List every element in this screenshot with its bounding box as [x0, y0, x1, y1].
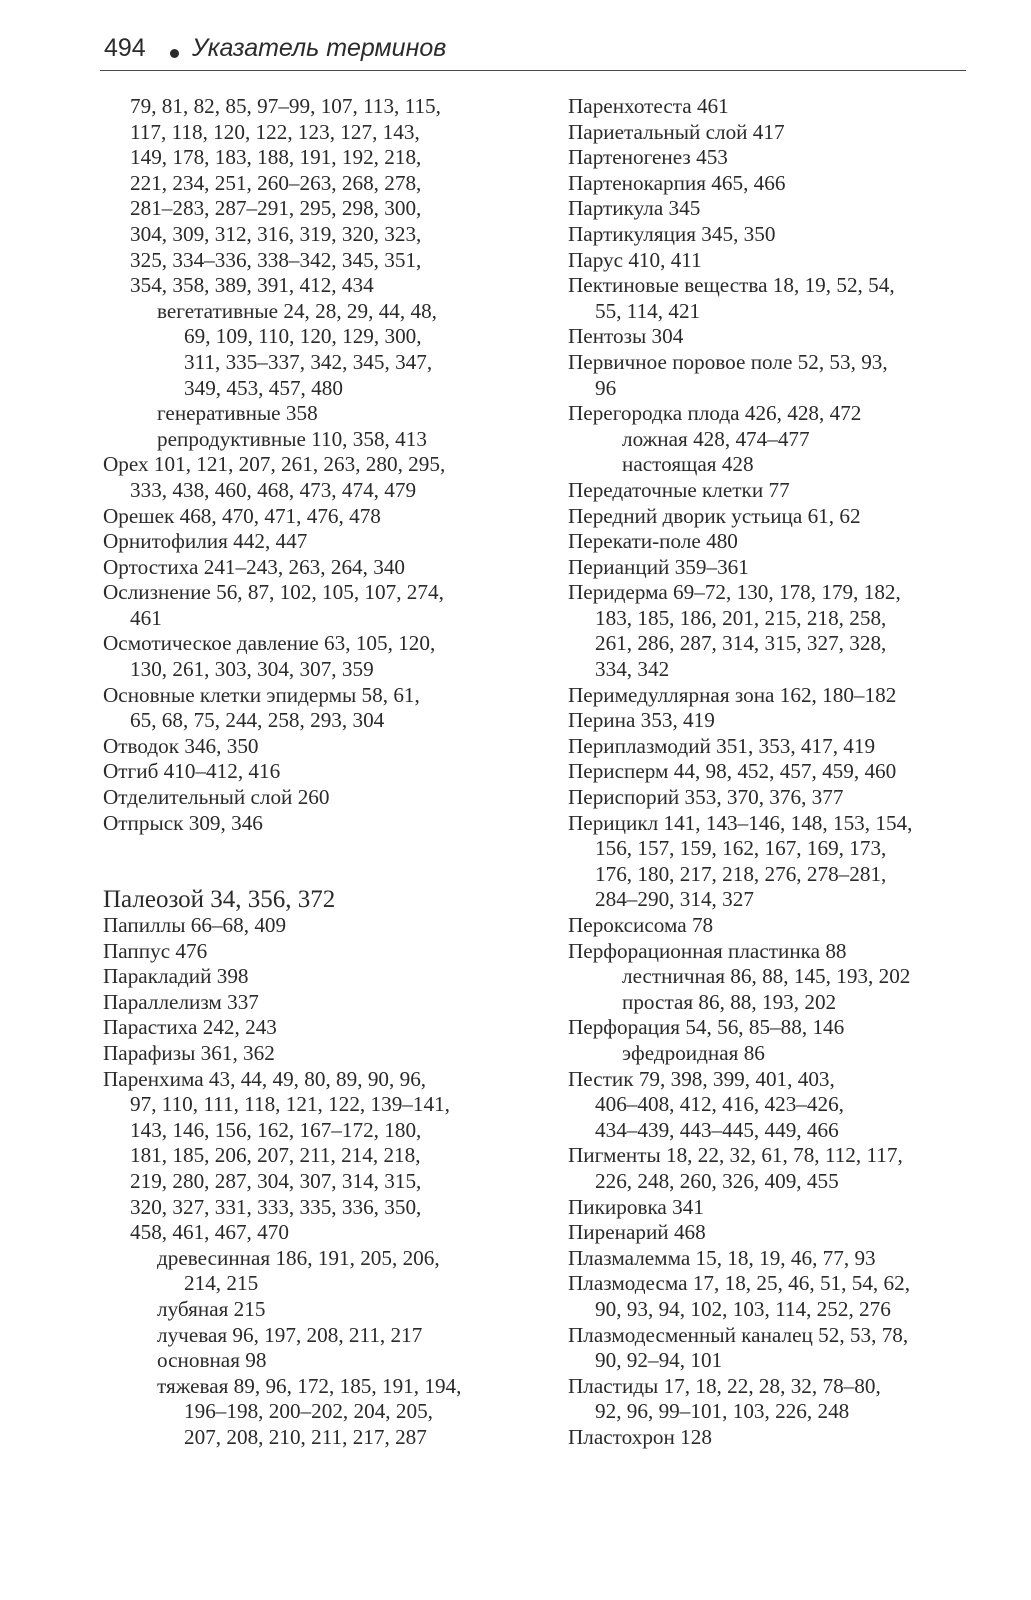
index-continuation: 149, 178, 183, 188, 191, 192, 218,: [130, 145, 422, 170]
index-entry: Перина 353, 419: [568, 708, 715, 733]
index-entry: Орешек 468, 470, 471, 476, 478: [103, 503, 381, 528]
index-entry: Пикировка 341: [568, 1194, 704, 1219]
index-entry: Перианций 359–361: [568, 554, 749, 579]
index-entry: Перекати-поле 480: [568, 529, 738, 554]
index-entry: Периспорий 353, 370, 376, 377: [568, 785, 844, 810]
index-continuation: 55, 114, 421: [595, 298, 701, 323]
index-continuation: 261, 286, 287, 314, 315, 327, 328,: [595, 631, 887, 656]
index-entry: Папиллы 66–68, 409: [103, 913, 287, 937]
index-subentry: лубяная 215: [157, 1296, 266, 1321]
index-entry: Паренхотеста 461: [568, 94, 729, 118]
index-subentry: 196–198, 200–202, 204, 205,: [184, 1399, 433, 1424]
section-gap: [103, 862, 523, 888]
index-entry: Передаточные клетки 77: [568, 477, 790, 502]
index-entry: Перфорационная пластинка 88: [568, 938, 847, 963]
index-continuation: 96: [595, 375, 617, 400]
index-entry: Орнитофилия 442, 447: [103, 529, 308, 554]
index-entry: Парус 410, 411: [568, 247, 702, 272]
index-continuation: 183, 185, 186, 201, 215, 218, 258,: [595, 605, 887, 630]
index-continuation: 117, 118, 120, 122, 123, 127, 143,: [130, 119, 420, 144]
index-entry: Перегородка плода 426, 428, 472: [568, 401, 862, 426]
index-entry: Передний дворик устьица 61, 62: [568, 503, 861, 528]
running-title: Указатель терминов: [192, 34, 447, 62]
index-continuation: 226, 248, 260, 326, 409, 455: [595, 1168, 839, 1193]
index-subentry: простая 86, 88, 193, 202: [622, 989, 837, 1014]
index-entry: Пигменты 18, 22, 32, 61, 78, 112, 117,: [568, 1143, 903, 1168]
index-entry: Пестик 79, 398, 399, 401, 403,: [568, 1066, 835, 1091]
index-entry: Периплазмодий 351, 353, 417, 419: [568, 733, 876, 758]
index-entry: Пиренарий 468: [568, 1220, 706, 1245]
index-continuation: 320, 327, 331, 333, 335, 336, 350,: [130, 1194, 422, 1219]
index-continuation: 458, 461, 467, 470: [130, 1220, 289, 1245]
index-continuation: 304, 309, 312, 316, 319, 320, 323,: [130, 221, 422, 246]
index-continuation: 333, 438, 460, 468, 473, 474, 479: [130, 477, 417, 502]
index-subentry: лучевая 96, 197, 208, 211, 217: [157, 1322, 423, 1347]
index-entry: Перидерма 69–72, 130, 178, 179, 182,: [568, 580, 901, 605]
index-entry: Отделительный слой 260: [103, 785, 330, 810]
index-continuation: 406–408, 412, 416, 423–426,: [595, 1092, 844, 1117]
index-entry: Паренхима 43, 44, 49, 80, 89, 90, 96,: [103, 1066, 427, 1091]
index-subentry: вегетативные 24, 28, 29, 44, 48,: [157, 298, 437, 323]
index-entry: Партикула 345: [568, 196, 701, 221]
index-entry: Плазмалемма 15, 18, 19, 46, 77, 93: [568, 1245, 876, 1270]
index-entry: Перисперм 44, 98, 452, 457, 459, 460: [568, 759, 897, 784]
index-continuation: 284–290, 314, 327: [595, 887, 754, 912]
index-continuation: 90, 92–94, 101: [595, 1348, 723, 1373]
index-entry: Париетальный слой 417: [568, 119, 785, 144]
index-entry: Партикуляция 345, 350: [568, 221, 776, 246]
index-subentry: эфедроидная 86: [622, 1040, 765, 1065]
index-subentry: генеративные 358: [157, 401, 318, 426]
index-subentry: репродуктивные 110, 358, 413: [157, 426, 427, 451]
index-continuation: 354, 358, 389, 391, 412, 434: [130, 273, 374, 298]
index-entry: Парафизы 361, 362: [103, 1040, 275, 1065]
index-entry: Отгиб 410–412, 416: [103, 759, 281, 784]
index-entry: Пероксисома 78: [568, 913, 714, 937]
section-gap: [103, 836, 523, 862]
index-entry: Парастиха 242, 243: [103, 1015, 277, 1040]
index-continuation: 143, 146, 156, 162, 167–172, 180,: [130, 1117, 422, 1142]
index-subentry: ложная 428, 474–477: [622, 426, 810, 451]
index-continuation: 434–439, 443–445, 449, 466: [595, 1117, 839, 1142]
index-entry: Орех 101, 121, 207, 261, 263, 280, 295,: [103, 452, 446, 477]
index-entry: Палеозой 34, 356, 372: [103, 886, 336, 914]
index-continuation: 325, 334–336, 338–342, 345, 351,: [130, 247, 422, 272]
index-entry: Пектиновые вещества 18, 19, 52, 54,: [568, 273, 895, 298]
index-subentry: древесинная 186, 191, 205, 206,: [157, 1245, 440, 1270]
index-continuation: 176, 180, 217, 218, 276, 278–281,: [595, 861, 887, 886]
index-entry: Партенокарпия 465, 466: [568, 170, 786, 195]
index-entry: Перицикл 141, 143–146, 148, 153, 154,: [568, 810, 913, 835]
index-continuation: 281–283, 287–291, 295, 298, 300,: [130, 196, 422, 221]
index-entry: Основные клетки эпидермы 58, 61,: [103, 682, 420, 707]
index-subentry: тяжевая 89, 96, 172, 185, 191, 194,: [157, 1373, 462, 1398]
index-continuation: 79, 81, 82, 85, 97–99, 107, 113, 115,: [130, 94, 441, 118]
index-continuation: 219, 280, 287, 304, 307, 314, 315,: [130, 1168, 422, 1193]
index-column-left: [103, 94, 523, 1450]
running-header: [104, 30, 966, 70]
index-entry: Паракладий 398: [103, 964, 249, 989]
index-subentry: 349, 453, 457, 480: [184, 375, 343, 400]
index-entry: Ортостиха 241–243, 263, 264, 340: [103, 554, 406, 579]
index-entry: Плазмодесма 17, 18, 25, 46, 51, 54, 62,: [568, 1271, 910, 1296]
index-entry: Партеногенез 453: [568, 145, 728, 170]
index-entry: Пластиды 17, 18, 22, 28, 32, 78–80,: [568, 1373, 881, 1398]
index-entry: Пластохрон 128: [568, 1424, 712, 1449]
index-subentry: 69, 109, 110, 120, 129, 300,: [184, 324, 422, 349]
index-subentry: 214, 215: [184, 1271, 259, 1296]
index-continuation: 97, 110, 111, 118, 121, 122, 139–141,: [130, 1092, 450, 1117]
index-entry: Осмотическое давление 63, 105, 120,: [103, 631, 436, 656]
header-rule: [100, 70, 966, 71]
index-continuation: 181, 185, 206, 207, 211, 214, 218,: [130, 1143, 421, 1168]
index-continuation: 334, 342: [595, 657, 670, 682]
page-number: 494: [104, 34, 146, 62]
index-entry: Ослизнение 56, 87, 102, 105, 107, 274,: [103, 580, 444, 605]
bullet-separator: [170, 49, 179, 58]
index-entry: Перфорация 54, 56, 85–88, 146: [568, 1015, 845, 1040]
index-subentry: основная 98: [157, 1348, 267, 1373]
index-continuation: 92, 96, 99–101, 103, 226, 248: [595, 1399, 850, 1424]
index-entry: Паппус 476: [103, 938, 208, 963]
index-continuation: 461: [130, 605, 162, 630]
index-entry: Плазмодесменный каналец 52, 53, 78,: [568, 1322, 909, 1347]
index-entry: Отводок 346, 350: [103, 733, 259, 758]
index-entry: Перимедуллярная зона 162, 180–182: [568, 682, 897, 707]
index-subentry: 311, 335–337, 342, 345, 347,: [184, 349, 433, 374]
index-continuation: 90, 93, 94, 102, 103, 114, 252, 276: [595, 1296, 891, 1321]
index-entry: Отпрыск 309, 346: [103, 810, 263, 835]
index-entry: Первичное поровое поле 52, 53, 93,: [568, 349, 888, 374]
index-column-right: [568, 94, 988, 1450]
index-continuation: 221, 234, 251, 260–263, 268, 278,: [130, 170, 422, 195]
index-continuation: 156, 157, 159, 162, 167, 169, 173,: [595, 836, 887, 861]
index-subentry: настоящая 428: [622, 452, 754, 477]
index-entry: Параллелизм 337: [103, 989, 259, 1014]
index-subentry: 207, 208, 210, 211, 217, 287: [184, 1424, 427, 1449]
index-entry: Пентозы 304: [568, 324, 684, 349]
index-continuation: 130, 261, 303, 304, 307, 359: [130, 657, 374, 682]
index-subentry: лестничная 86, 88, 145, 193, 202: [622, 964, 911, 989]
index-continuation: 65, 68, 75, 244, 258, 293, 304: [130, 708, 385, 733]
